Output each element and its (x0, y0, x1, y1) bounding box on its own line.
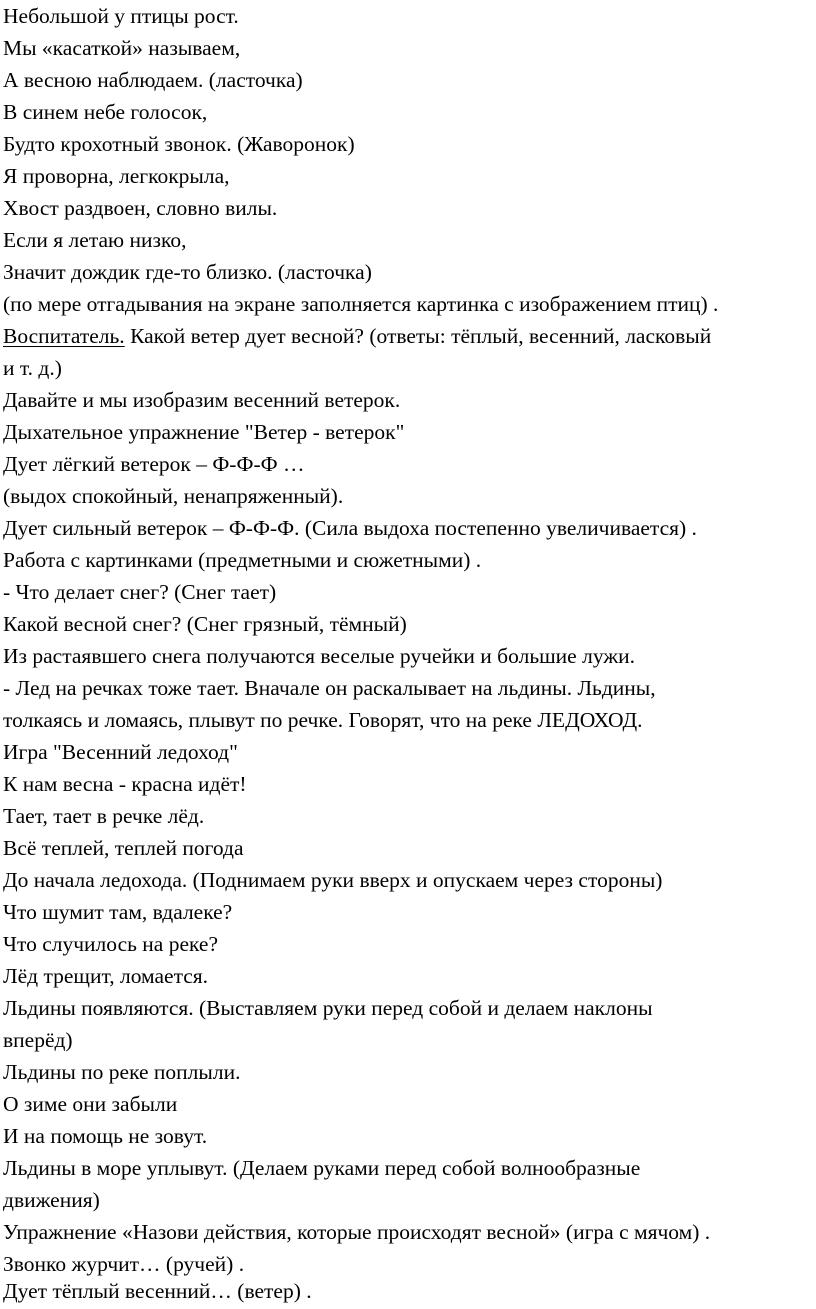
text-line: - Что делает снег? (Снег тает) (3, 580, 277, 604)
text-line: и т. д.) (3, 356, 62, 380)
text-line: Значит дождик где-то близко. (ласточка) (3, 260, 372, 284)
text-line: (выдох спокойный, ненапряженный). (3, 484, 344, 508)
text-line: Что шумит там, вдалеке? (3, 900, 233, 924)
text-line: В синем небе голосок, (3, 100, 208, 124)
text-line: - Лед на речках тоже тает. Вначале он раскалывает на льдины. Льдины, (3, 676, 656, 700)
text-line: Льдины по реке поплыли. (3, 1060, 241, 1084)
text-line: (по мере отгадывания на экране заполняется картинка с изображением птиц) . (3, 292, 719, 316)
text-line: Звонко журчит… (ручей) . (3, 1252, 245, 1276)
text-line: А весною наблюдаем. (ласточка) (3, 68, 303, 92)
text-line: Всё теплей, теплей погода (3, 836, 244, 860)
text-line: Тает, тает в речке лёд. (3, 804, 205, 828)
text-line (3, 320, 813, 352)
text-line: Дует сильный ветерок – Ф-Ф-Ф. (Сила выдоха постепенно увеличивается) . (3, 516, 697, 540)
text-line: Что случилось на реке? (3, 932, 218, 956)
text-line: Дыхательное упражнение "Ветер - ветерок" (3, 420, 405, 444)
text-line: Льдины в море уплывут. (Делаем руками перед собой волнообразные (3, 1156, 641, 1180)
speaker-label: Воспитатель. (3, 324, 125, 348)
text-line: Какой весной снег? (Снег грязный, тёмный) (3, 612, 407, 636)
text-line: Если я летаю низко, (3, 228, 187, 252)
text-line: вперёд) (3, 1028, 73, 1052)
text-line: Я проворна, легкокрыла, (3, 164, 230, 188)
text-line: К нам весна - красна идёт! (3, 772, 247, 796)
text-line: Давайте и мы изобразим весенний ветерок. (3, 388, 401, 412)
text-line: толкаясь и ломаясь, плывут по речке. Говорят, что на реке ЛЕДОХОД. (3, 708, 643, 732)
text-line: О зиме они забыли (3, 1092, 178, 1116)
text-line: И на помощь не зовут. (3, 1124, 208, 1148)
text-line: Будто крохотный звонок. (Жаворонок) (3, 132, 355, 156)
text-line: Льдины появляются. (Выставляем руки перед собой и делаем наклоны (3, 996, 653, 1020)
text-line: Из растаявшего снега получаются веселые ручейки и большие лужи. (3, 644, 636, 668)
text-line: Небольшой у птицы рост. (3, 4, 239, 28)
text-line: Хвост раздвоен, словно вилы. (3, 196, 278, 220)
speaker-text: Какой ветер дует весной? (ответы: тёплый, весенний, ласковый (124, 324, 712, 348)
text-line: Игра "Весенний ледоход" (3, 740, 238, 764)
text-line: Лёд трещит, ломается. (3, 964, 209, 988)
text-line: Упражнение «Назови действия, которые происходят весной» (игра с мячом) . (3, 1220, 711, 1244)
text-line: До начала ледохода. (Поднимаем руки вверх и опускаем через стороны) (3, 868, 663, 892)
text-line: Работа с картинками (предметными и сюжетными) . (3, 548, 482, 572)
text-line: Дует тёплый весенний… (ветер) . (3, 1279, 312, 1303)
text-line: Дует лёгкий ветерок – Ф-Ф-Ф … (3, 452, 305, 476)
text-line: движения) (3, 1188, 100, 1212)
text-line: Мы «касаткой» называем, (3, 36, 241, 60)
